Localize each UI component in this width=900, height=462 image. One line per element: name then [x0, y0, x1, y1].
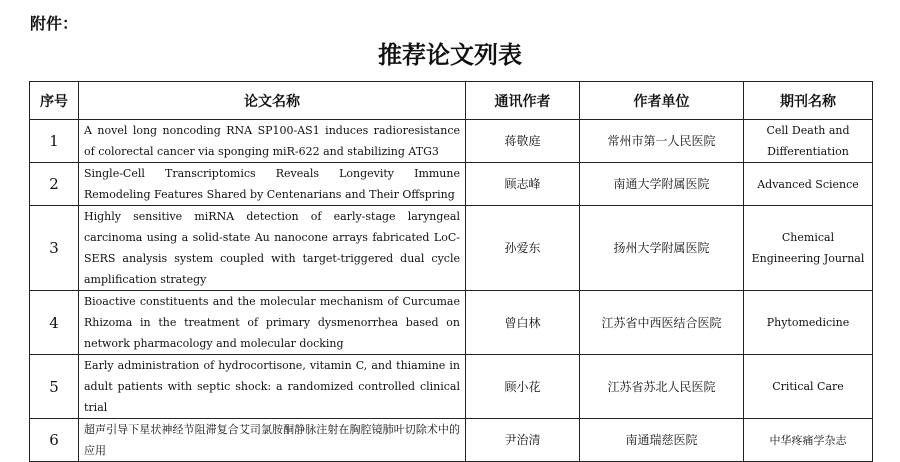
journal-name: Chemical Engineering Journal	[744, 206, 873, 291]
document-title: 推荐论文列表	[378, 40, 522, 69]
table-row	[30, 355, 873, 419]
author-affiliation: 常州市第一人民医院	[580, 120, 744, 163]
row-number: 3	[30, 206, 79, 291]
journal-name: Critical Care	[744, 355, 873, 419]
paper-title: A novel long noncoding RNA SP100-AS1 induces radioresistance of colorectal cancer via sponging miR-622 and stabilizing ATG3	[79, 120, 466, 163]
author-affiliation: 扬州大学附属医院	[580, 206, 744, 291]
paper-title: Single-Cell Transcriptomics Reveals Longevity Immune Remodeling Features Shared by Centenarians and Their Offspring	[79, 163, 466, 206]
column-header-title: 论文名称	[79, 82, 466, 120]
row-number: 1	[30, 120, 79, 163]
column-header-num: 序号	[30, 82, 79, 120]
corresponding-author: 孙爱东	[466, 206, 580, 291]
row-number: 6	[30, 419, 79, 462]
author-affiliation: 南通瑞慈医院	[580, 419, 744, 462]
table-header-row	[30, 82, 873, 120]
author-affiliation: 江苏省中西医结合医院	[580, 291, 744, 355]
journal-name: 中华疼痛学杂志	[744, 419, 873, 462]
row-number: 2	[30, 163, 79, 206]
table-row	[30, 163, 873, 206]
corresponding-author: 曾白林	[466, 291, 580, 355]
table-row	[30, 206, 873, 291]
paper-title: Early administration of hydrocortisone, vitamin C, and thiamine in adult patients with septic shock: a randomized controlled clinical trial	[79, 355, 466, 419]
recommended-papers-table	[29, 81, 873, 462]
row-number: 4	[30, 291, 79, 355]
author-affiliation: 江苏省苏北人民医院	[580, 355, 744, 419]
table-row	[30, 120, 873, 163]
column-header-journal: 期刊名称	[744, 82, 873, 120]
paper-title: 超声引导下星状神经节阻滞复合艾司氯胺酮静脉注射在胸腔镜肺叶切除术中的应用	[79, 419, 466, 462]
column-header-author: 通讯作者	[466, 82, 580, 120]
corresponding-author: 顾志峰	[466, 163, 580, 206]
paper-title: Highly sensitive miRNA detection of early-stage laryngeal carcinoma using a solid-state Au nanocone arrays fabricated LoC-SERS analysis system coupled with target-triggered dual cycle amplification strategy	[79, 206, 466, 291]
attachment-label: 附件：	[30, 14, 79, 33]
journal-name: Cell Death and Differentiation	[744, 120, 873, 163]
paper-title: Bioactive constituents and the molecular mechanism of Curcumae Rhizoma in the treatment of primary dysmenorrhea based on network pharmacology and molecular docking	[79, 291, 466, 355]
corresponding-author: 蒋敬庭	[466, 120, 580, 163]
corresponding-author: 尹治清	[466, 419, 580, 462]
journal-name: Advanced Science	[744, 163, 873, 206]
journal-name: Phytomedicine	[744, 291, 873, 355]
row-number: 5	[30, 355, 79, 419]
author-affiliation: 南通大学附属医院	[580, 163, 744, 206]
column-header-unit: 作者单位	[580, 82, 744, 120]
corresponding-author: 顾小花	[466, 355, 580, 419]
table-row	[30, 291, 873, 355]
